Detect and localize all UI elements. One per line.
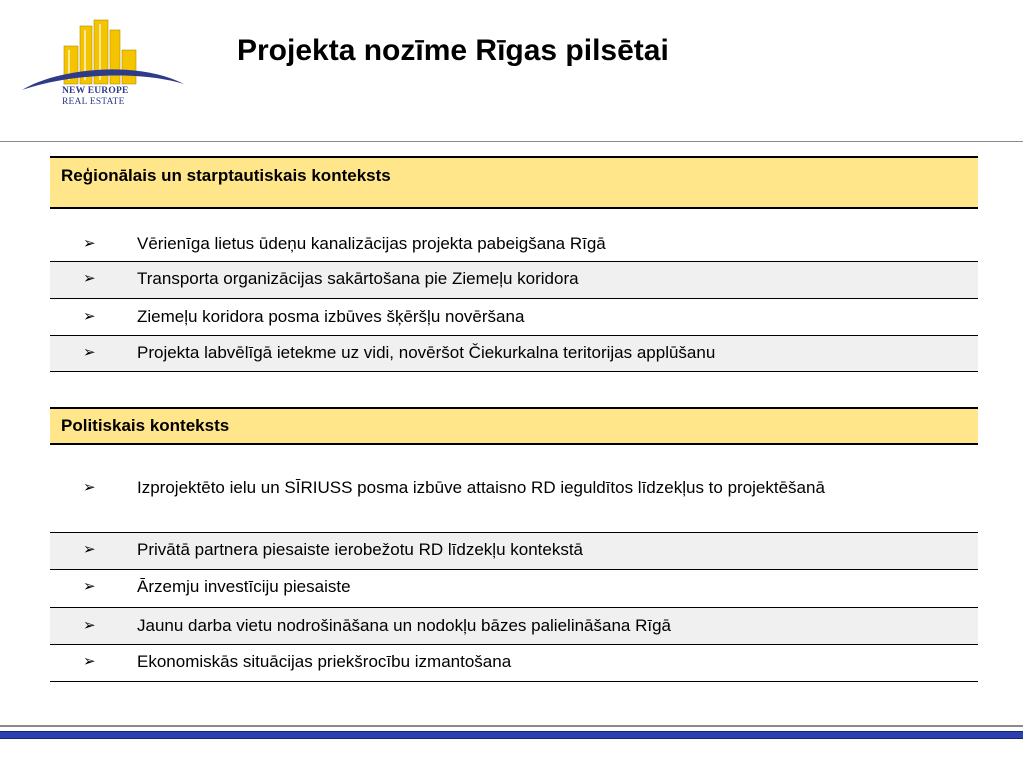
logo-text — [62, 86, 129, 108]
section-list-regional — [50, 209, 978, 372]
list-item-text: Ziemeļu koridora posma izbūves šķēršļu novēršana — [137, 307, 525, 326]
section-header-political: Politiskais konteksts — [50, 407, 978, 445]
list-item-text: Ekonomiskās situācijas priekšrocību izmantošana — [137, 652, 512, 671]
arrow-bullet-icon: ➢ — [83, 653, 96, 670]
list-item — [50, 445, 978, 533]
list-item — [50, 570, 978, 608]
section-header-regional: Reģionālais un starptautiskais konteksts — [50, 156, 978, 209]
logo-line1: NEW EUROPE — [62, 86, 129, 96]
arrow-bullet-icon: ➢ — [83, 479, 96, 496]
page-title: Projekta nozīme Rīgas pilsētai — [237, 34, 669, 67]
header-divider — [0, 141, 1023, 142]
arrow-bullet-icon: ➢ — [83, 578, 96, 595]
arrow-bullet-icon: ➢ — [83, 270, 96, 287]
arrow-bullet-icon: ➢ — [83, 344, 96, 361]
list-item — [50, 336, 978, 372]
arrow-bullet-icon: ➢ — [83, 617, 96, 634]
list-item — [50, 533, 978, 570]
list-item-text: Ārzemju investīciju piesaiste — [137, 577, 351, 596]
section-list-political — [50, 445, 978, 682]
list-item-text: Privātā partnera piesaiste ierobežotu RD līdzekļu kontekstā — [137, 540, 584, 559]
list-item-text: Jaunu darba vietu nodrošināšana un nodokļu bāzes palielināšana Rīgā — [137, 616, 671, 635]
list-item-text: Vērienīga lietus ūdeņu kanalizācijas projekta pabeigšana Rīgā — [137, 234, 606, 253]
list-item-text: Projekta labvēlīgā ietekme uz vidi, novēršot Čiekurkalna teritorijas applūšanu — [137, 343, 716, 362]
list-item-text: Izprojektēto ielu un SĪRIUSS posma izbūve attaisno RD ieguldītos līdzekļus to projektēšanā — [137, 478, 825, 497]
list-item — [50, 645, 978, 682]
list-item-text: Transporta organizācijas sakārtošana pie Ziemeļu koridora — [137, 269, 579, 288]
list-item — [50, 209, 978, 262]
arrow-bullet-icon: ➢ — [83, 541, 96, 558]
footer-bar — [0, 731, 1023, 739]
list-item — [50, 608, 978, 645]
logo-line2: REAL ESTATE — [62, 97, 125, 107]
list-item — [50, 299, 978, 336]
arrow-bullet-icon: ➢ — [83, 308, 96, 325]
list-item — [50, 262, 978, 299]
footer-divider — [0, 725, 1023, 727]
arrow-bullet-icon: ➢ — [83, 235, 96, 252]
